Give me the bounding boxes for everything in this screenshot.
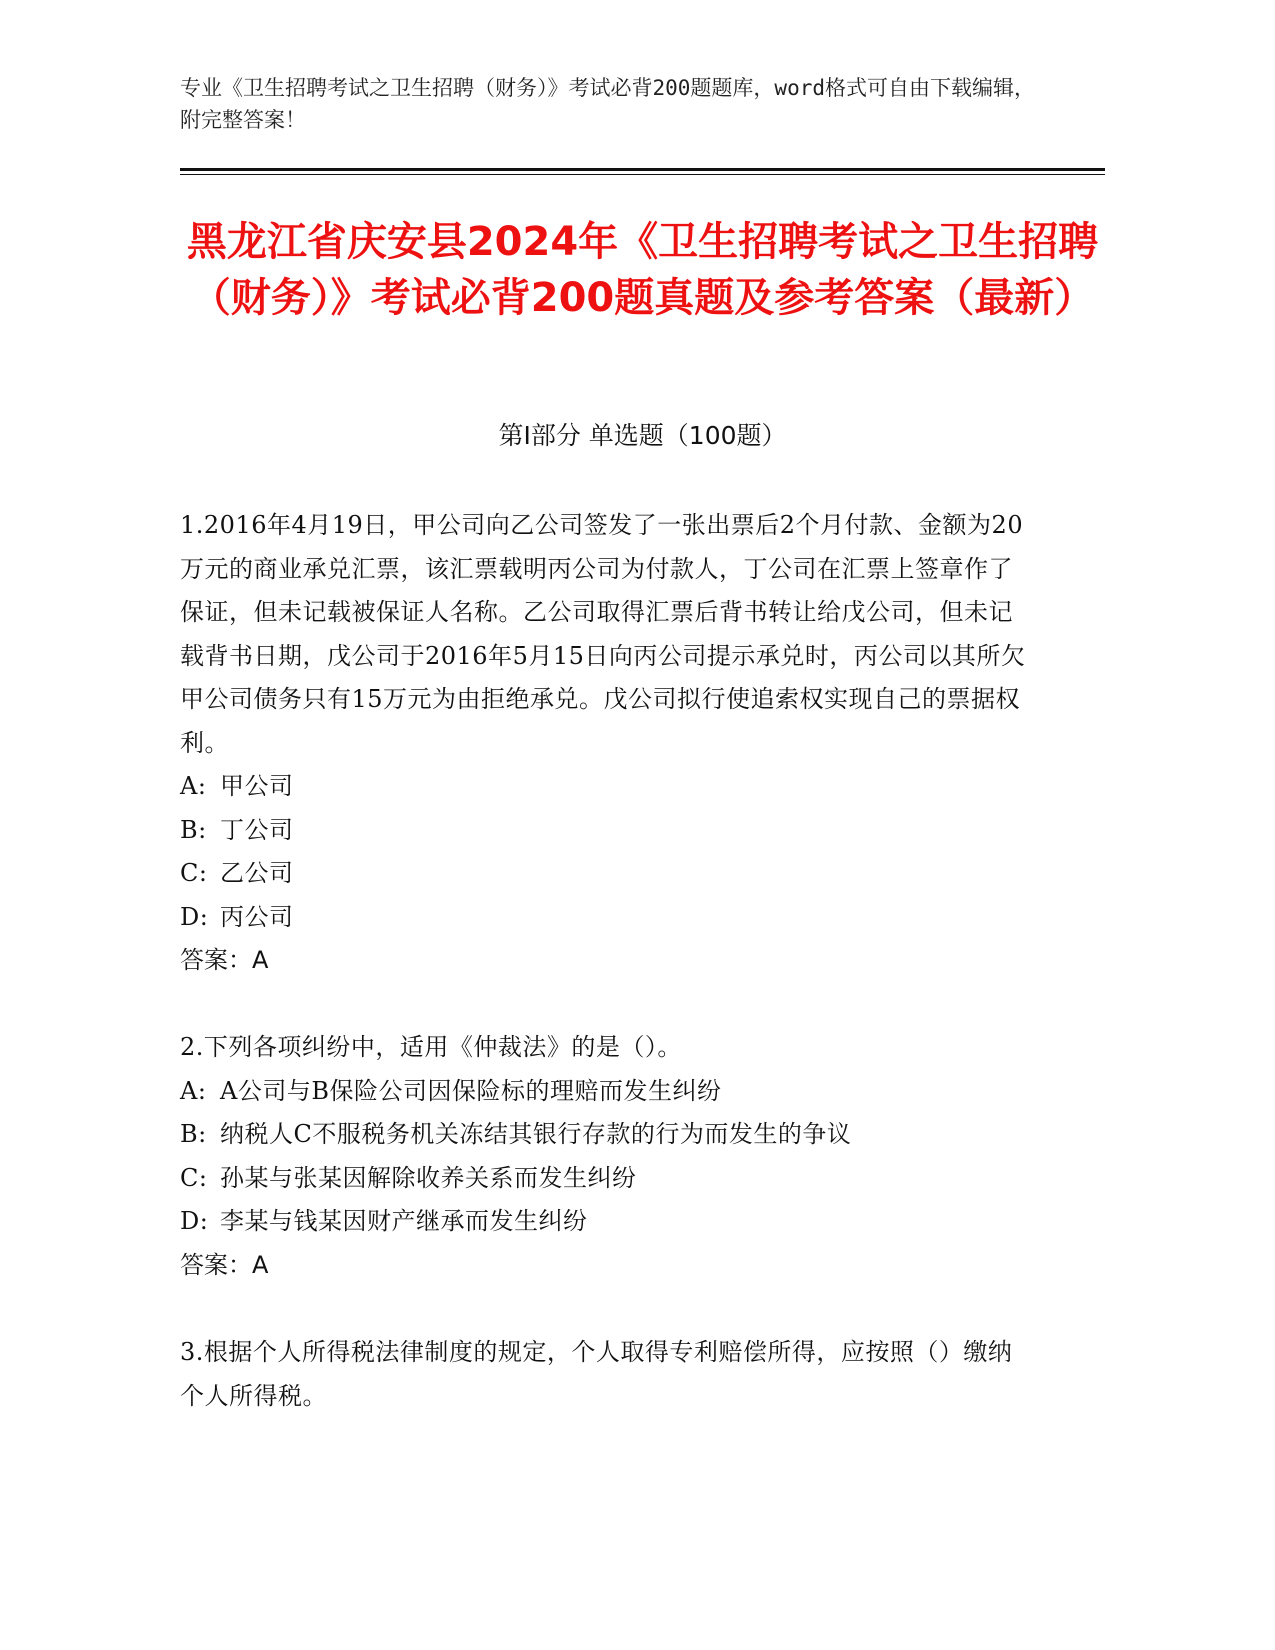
option-key: C: [180,859,208,887]
question-stem: 1.2016年4月19日，甲公司向乙公司签发了一张出票后2个月付款、金额为20万元的商业承兑汇票，该汇票载明丙公司为付款人，丁公司在汇票上签章作了保证，但未记载被保证人名称。乙公司取得汇票后背书转让给戊公司，但未记载背书日期，戊公司于2016年5月15日向丙公司提示承兑时，丙公司以其所欠甲公司债务只有15万元为由拒绝承兑。戊公司拟行使追索权实现自己的票据权利。 [180,511,1026,757]
option-key: C: [180,1163,208,1192]
header-divider-thin [180,174,1105,175]
option-key: B: [180,815,207,844]
question-1 [180,504,1030,983]
question-3 [180,1331,1030,1418]
option-d [180,896,1030,940]
option-text: 孙某与张某因解除收养关系而发生纠纷 [220,1163,637,1192]
option-b [180,809,1030,853]
option-key: D: [180,1207,209,1235]
option-text: 甲公司 [220,772,294,800]
option-d [180,1200,1030,1244]
option-text: 丙公司 [220,902,294,931]
option-key: A: [180,772,207,800]
option-text: 乙公司 [220,859,294,887]
question-stem: 2.下列各项纠纷中，适用《仲裁法》的是（）。 [180,1033,682,1061]
option-key: A: [180,1076,207,1105]
option-key: B: [180,1120,207,1148]
option-a [180,765,1030,809]
option-c [180,852,1030,896]
option-text: 李某与钱某因财产继承而发生纠纷 [220,1207,588,1235]
header-divider-thick [180,168,1105,171]
option-c [180,1157,1030,1201]
option-b [180,1113,1030,1157]
question-2 [180,1026,1030,1287]
question-stem: 3.根据个人所得税法律制度的规定，个人取得专利赔偿所得，应按照（）缴纳个人所得税。 [180,1338,1013,1410]
answer: 答案：A [180,1250,269,1279]
option-text: 纳税人C不服税务机关冻结其银行存款的行为而发生的争议 [220,1120,852,1148]
document-title: 黑龙江省庆安县2024年《卫生招聘考试之卫生招聘（财务）》考试必背200题真题及参考答案（最新） [186,219,1099,321]
option-text: 丁公司 [220,815,294,844]
option-text: A公司与B保险公司因保险标的理赔而发生纠纷 [220,1076,722,1105]
option-a [180,1070,1030,1114]
option-key: D: [180,902,209,931]
section-heading: 第I部分 单选题（100题） [498,421,787,450]
answer: 答案：A [180,946,269,974]
header-note: 专业《卫生招聘考试之卫生招聘（财务）》考试必背200题题库，word格式可自由下载编辑，附完整答案！ [180,76,1035,132]
